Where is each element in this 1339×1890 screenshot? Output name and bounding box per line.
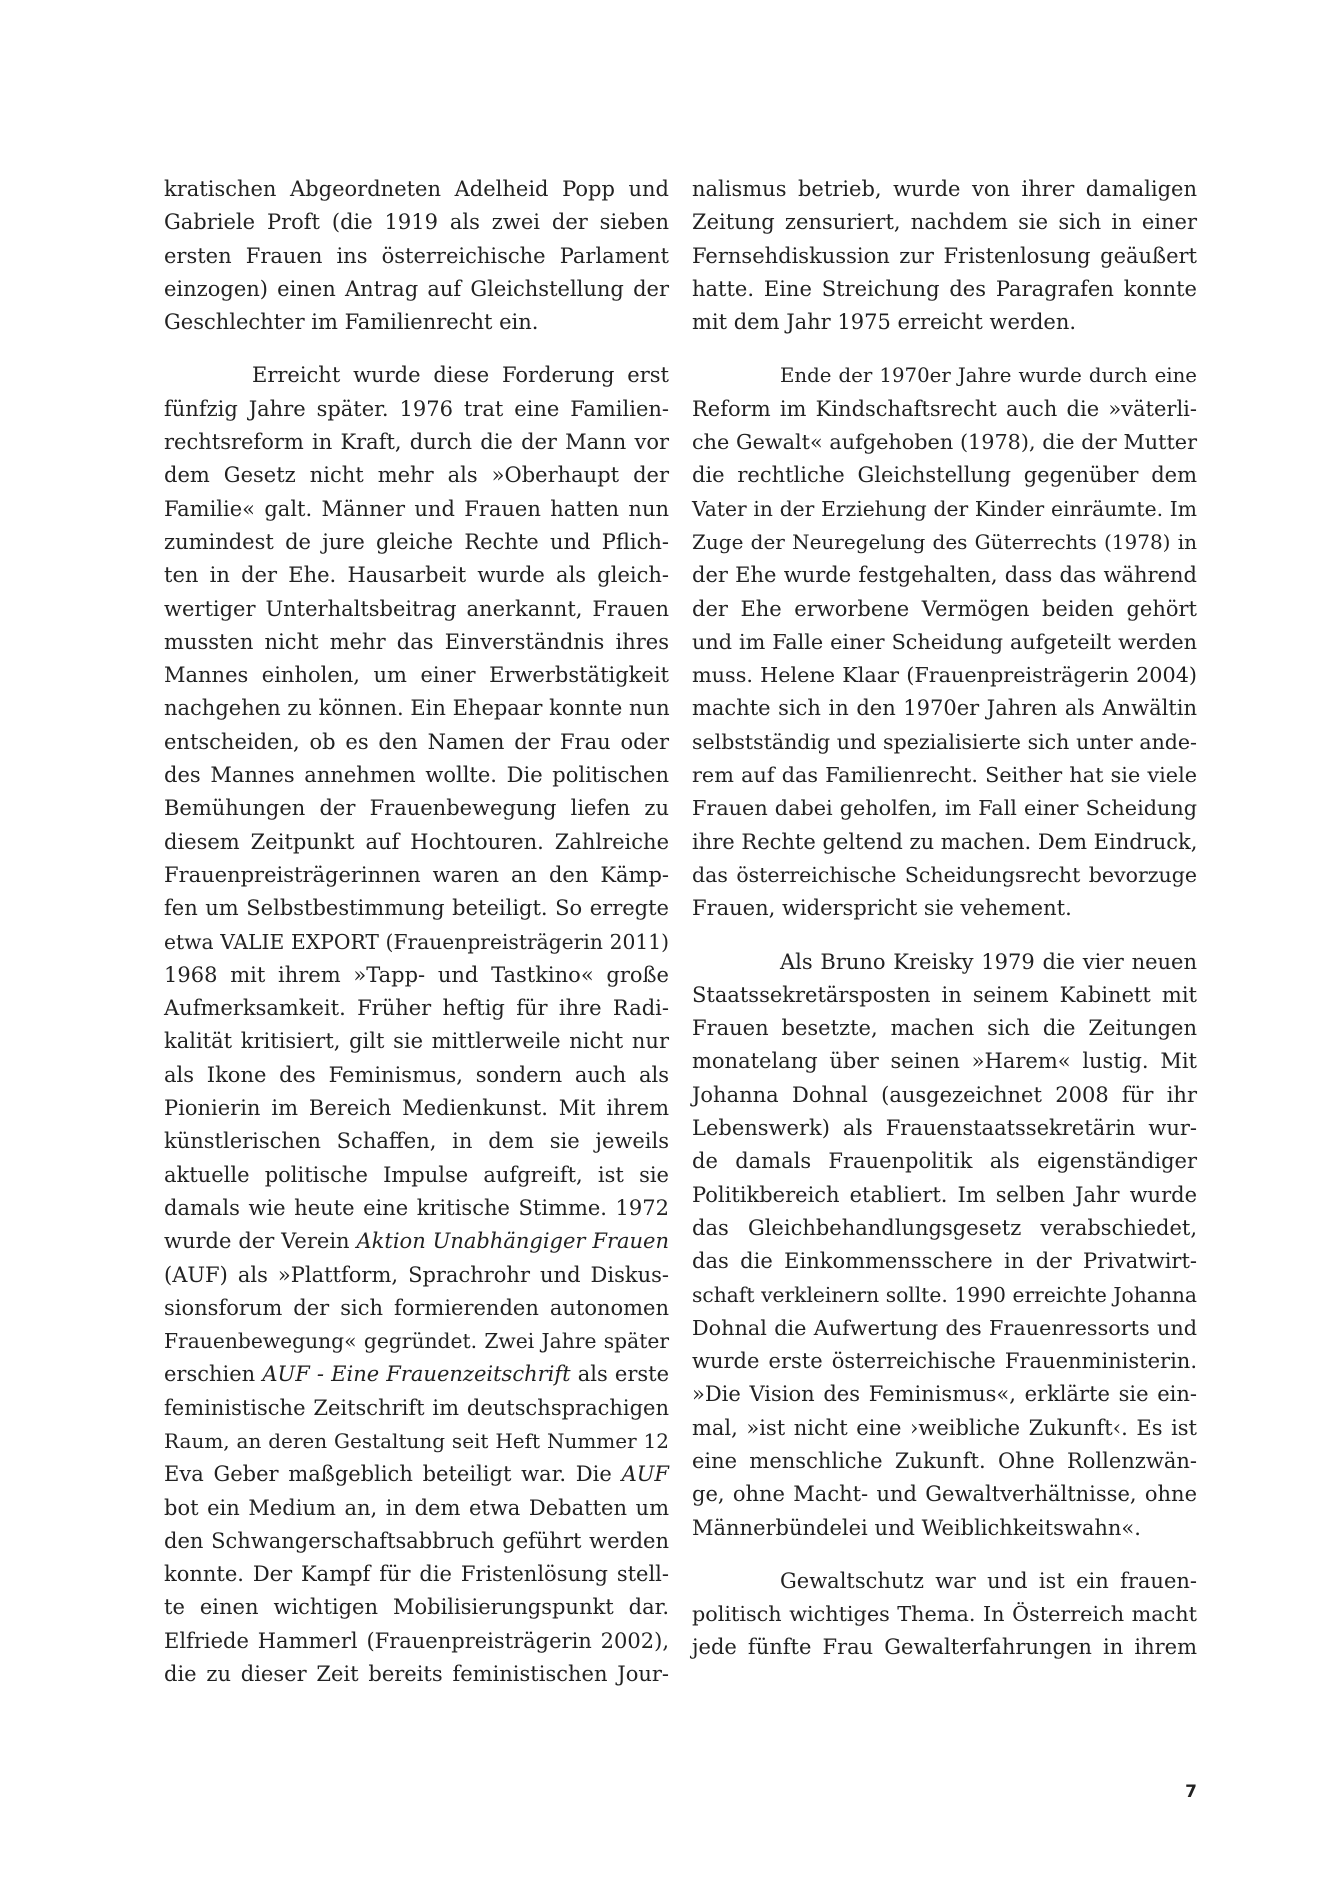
text-line: Fernsehdiskussion zur Fristenlosung geäußert: [692, 243, 1197, 268]
text-line: hatte. Eine Streichung des Paragrafen konnte: [692, 276, 1197, 301]
text-line: ten in der Ehe. Hausarbeit wurde als gleich-: [164, 563, 669, 588]
text-line: Lebenswerk) als Frauenstaatssekretärin wur-: [692, 1116, 1197, 1141]
text-line: Erreicht wurde diese Forderung erst: [252, 363, 669, 388]
text-line: nachgehen zu können. Ein Ehepaar konnte nun: [164, 696, 670, 721]
text-line: das österreichische Scheidungsrecht bevorzuge: [692, 862, 1197, 887]
text-line: politisch wichtiges Thema. In Österreich macht: [692, 1602, 1197, 1627]
text-line: Eva Geber maßgeblich beteiligt war. Die AUF: [164, 1462, 669, 1487]
text-line: Raum, an deren Gestaltung seit Heft Nummer 12: [164, 1428, 669, 1453]
text-line: mit dem Jahr 1975 erreicht werden.: [692, 310, 1077, 335]
text-line: Frauen dabei geholfen, im Fall einer Scheidung: [692, 796, 1197, 821]
text-line: Frauen besetzte, machen sich die Zeitungen: [692, 1016, 1197, 1041]
text-line: künstlerischen Schaffen, in dem sie jeweils: [164, 1129, 669, 1154]
text-line: erschien AUF - Eine Frauenzeitschrift als erste: [164, 1362, 669, 1387]
text-line: Frauenpreisträgerinnen waren an den Kämp-: [164, 862, 669, 887]
text-line: Ende der 1970er Jahre wurde durch eine: [780, 364, 1197, 388]
text-line: Frauenbewegung« gegründet. Zwei Jahre später: [164, 1329, 669, 1354]
text-line: nalismus betrieb, wurde von ihrer damaligen: [692, 177, 1197, 201]
text-line: Politikbereich etabliert. Im selben Jahr wurde: [692, 1182, 1197, 1207]
text-line: zumindest de jure gleiche Rechte und Pflich-: [164, 529, 669, 554]
text-line: rem auf das Familienrecht. Seither hat sie viele: [692, 763, 1197, 788]
text-line: Familie« galt. Männer und Frauen hatten nun: [164, 496, 669, 521]
text-line: muss. Helene Klaar (Frauenpreisträgerin 2004): [692, 663, 1197, 688]
text-line: Bemühungen der Frauenbewegung liefen zu: [164, 796, 669, 821]
text-line: der Ehe wurde festgehalten, dass das während: [692, 563, 1197, 588]
text-line: Männerbündelei und Weiblichkeitswahn«.: [692, 1515, 1141, 1540]
text-line: Zeitung zensuriert, nachdem sie sich in einer: [692, 210, 1197, 235]
text-line: ihre Rechte geltend zu machen. Dem Eindruck,: [692, 829, 1198, 854]
text-line: und im Falle einer Scheidung aufgeteilt werden: [692, 629, 1197, 654]
text-line: Gewaltschutz war und ist ein frauen-: [780, 1568, 1197, 1593]
text-line: entscheiden, ob es den Namen der Frau oder: [164, 729, 669, 754]
text-line: die zu dieser Zeit bereits feministischen Jour-: [164, 1662, 669, 1687]
text-line: »Die Vision des Feminismus«, erklärte sie ein-: [692, 1382, 1197, 1407]
text-line: feministische Zeitschrift im deutschsprachigen: [164, 1395, 669, 1420]
text-line: als Ikone des Feminismus, sondern auch als: [164, 1062, 669, 1087]
text-line: (AUF) als »Plattform, Sprachrohr und Diskus-: [164, 1262, 669, 1287]
text-line: fen um Selbstbestimmung beteiligt. So erregte: [164, 896, 669, 921]
text-line: Johanna Dohnal (ausgezeichnet 2008 für ihr: [692, 1082, 1197, 1107]
text-line: kalität kritisiert, gilt sie mittlerweile nicht nur: [164, 1029, 669, 1054]
text-line: Staatssekretärsposten in seinem Kabinett mit: [692, 982, 1197, 1007]
text-line: bot ein Medium an, in dem etwa Debatten um: [164, 1495, 669, 1520]
text-line: eine menschliche Zukunft. Ohne Rollenzwän-: [692, 1448, 1197, 1473]
text-line: Zuge der Neuregelung des Güterrechts (1978) in: [692, 529, 1197, 554]
publication-title: AUF - Eine Frauenzeitschrift: [262, 1362, 571, 1387]
text-line: damals wie heute eine kritische Stimme. 1972: [164, 1195, 669, 1220]
text-line: 1968 mit ihrem »Tapp- und Tastkino« große: [164, 962, 669, 987]
text-line: etwa VALIE EXPORT (Frauenpreisträgerin 2011): [164, 929, 669, 954]
left-column: [164, 173, 669, 1691]
text-line: te einen wichtigen Mobilisierungspunkt dar.: [164, 1595, 669, 1620]
text-line: Pionierin im Bereich Medienkunst. Mit ihrem: [164, 1096, 669, 1121]
text-line: konnte. Der Kampf für die Fristenlösung stell-: [164, 1562, 669, 1587]
text-line: monatelang über seinen »Harem« lustig. Mit: [692, 1049, 1197, 1074]
text-line: einzogen) einen Antrag auf Gleichstellung der: [164, 276, 669, 301]
publication-title: AUF: [621, 1462, 669, 1487]
text-line: die rechtliche Gleichstellung gegenüber dem: [692, 463, 1197, 488]
text-line: rechtsreform in Kraft, durch die der Mann vor: [164, 430, 669, 455]
text-line: mussten nicht mehr das Einverständnis ihres: [164, 629, 669, 654]
text-line: Elfriede Hammerl (Frauenpreisträgerin 2002),: [164, 1628, 669, 1653]
text-line: dem Gesetz nicht mehr als »Oberhaupt der: [164, 463, 669, 488]
text-line: Aufmerksamkeit. Früher heftig für ihre Radi-: [164, 996, 669, 1021]
text-line: Gabriele Proft (die 1919 als zwei der sieben: [164, 210, 669, 235]
text-line: machte sich in den 1970er Jahren als Anwältin: [692, 696, 1197, 721]
text-line: wurde der Verein Aktion Unabhängiger Frauen: [164, 1229, 670, 1254]
text-line: che Gewalt« aufgehoben (1978), die der Mutter: [692, 430, 1197, 455]
text-line: den Schwangerschaftsabbruch geführt werden: [164, 1528, 669, 1553]
publication-title: Aktion Unabhängiger Frauen: [356, 1229, 670, 1254]
text-line: sionsforum der sich formierenden autonomen: [164, 1295, 669, 1320]
text-line: wertiger Unterhaltsbeitrag anerkannt, Frauen: [164, 596, 669, 621]
text-line: wurde erste österreichische Frauenministerin.: [692, 1349, 1197, 1374]
text-line: de damals Frauenpolitik als eigenständiger: [692, 1149, 1197, 1174]
text-line: Vater in der Erziehung der Kinder einräumte. Im: [692, 496, 1197, 521]
text-line: ge, ohne Macht- und Gewaltverhältnisse, ohne: [692, 1482, 1197, 1507]
text-line: Mannes einholen, um einer Erwerbstätigkeit: [164, 663, 669, 688]
text-line: Geschlechter im Familienrecht ein.: [164, 310, 539, 335]
text-line: Als Bruno Kreisky 1979 die vier neuen: [780, 949, 1197, 974]
text-line: Reform im Kindschaftsrecht auch die »väterli-: [692, 396, 1197, 421]
text-line: schaft verkleinern sollte. 1990 erreichte Johanna: [692, 1282, 1197, 1307]
text-line: mal, »ist nicht eine ›weibliche Zukunft‹. Es ist: [692, 1415, 1197, 1440]
text-line: jede fünfte Frau Gewalterfahrungen in ihrem: [692, 1635, 1197, 1660]
text-line: selbstständig und spezialisierte sich unter ande-: [692, 729, 1197, 754]
text-line: das Gleichbehandlungsgesetz verabschiedet,: [692, 1215, 1197, 1240]
text-line: Dohnal die Aufwertung des Frauenressorts und: [692, 1315, 1197, 1340]
text-line: das die Einkommensschere in der Privatwirt-: [692, 1249, 1197, 1274]
text-line: diesem Zeitpunkt auf Hochtouren. Zahlreiche: [164, 829, 669, 854]
page-number: 7: [1185, 1782, 1197, 1802]
text-line: kratischen Abgeordneten Adelheid Popp und: [164, 177, 669, 201]
right-column: [692, 173, 1197, 1665]
text-line: ersten Frauen ins österreichische Parlament: [164, 243, 669, 268]
text-line: fünfzig Jahre später. 1976 trat eine Familien-: [164, 396, 669, 421]
text-line: der Ehe erworbene Vermögen beiden gehört: [692, 596, 1197, 621]
text-line: Frauen, widerspricht sie vehement.: [692, 896, 1072, 921]
text-line: aktuelle politische Impulse aufgreift, ist sie: [164, 1162, 669, 1187]
text-line: des Mannes annehmen wollte. Die politischen: [164, 763, 669, 788]
